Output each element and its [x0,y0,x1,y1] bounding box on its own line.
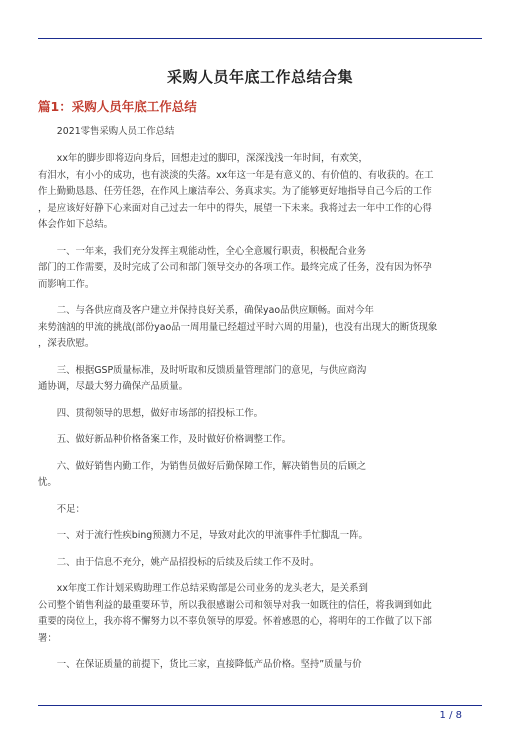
paragraph-line: 三、根据GSP质量标准，及时听取和反馈质量管理部门的意见，与供应商沟 [56,364,367,376]
paragraph-line: xx年度工作计划采购助理工作总结采购部是公司业务的龙头老大，是关系到 [56,583,368,594]
body-paragraph [38,657,482,674]
subtitle-text: 2021零售采购人员工作总结 [56,126,175,137]
paragraph-line: 二、由于信息不充分，姚产品招投标的后续及后续工作不及时。 [56,556,320,568]
body-paragraph [38,363,482,396]
header-rule [38,38,482,39]
paragraph-line: 署： [38,632,57,644]
body-paragraph [38,303,482,353]
paragraph-line: 通协调，尽最大努力确保产品质量。 [38,381,189,392]
paragraph-line: ，深表欣慰。 [38,338,95,349]
paragraph-line: 二、与各供应商及客户建立并保持良好关系，确保yao品供应顺畅。面对今年 [56,305,374,316]
body-paragraph [38,432,482,449]
document-title: 采购人员年底工作总结合集 [166,68,353,86]
body-paragraph [38,528,482,545]
paragraph-line: 不足： [56,503,85,515]
paragraph-line: 一、在保证质量的前提下，货比三家，直接降低产品价格。坚持”质量与价 [56,659,362,670]
body-paragraph [38,459,482,492]
paragraph-line: 一、对于流行性疾bing预测力不足，导致对此次的甲流事件手忙脚乱一阵。 [56,530,368,541]
paragraph-line: 作上勤勤恳恳、任劳任怨，在作风上廉洁奉公、务真求实。为了能够更好地指导自己今后的工作 [38,186,432,197]
paragraph-line: 四、贯彻领导的思想，做好市场部的招投标工作。 [56,407,264,419]
paragraph-line: 部门的工作需要，及时完成了公司和部门领导交办的各项工作。最终完成了任务，没有因为怀孕 [38,262,432,273]
body-paragraph [38,151,482,234]
document-body [38,151,482,684]
body-paragraph [38,555,482,572]
paragraph-line: 而影响工作。 [38,278,95,290]
paragraph-line: 六、做好销售内勤工作，为销售员做好后勤保障工作，解决销售员的后顾之 [56,460,367,472]
body-paragraph [38,406,482,423]
footer-rule [38,705,482,706]
paragraph-line: ，是应该好好静下心来面对自己过去一年中的得失，展望一下未来。我将过去一年中工作的心得 [38,202,432,214]
paragraph-line: 一、一年来，我们充分发挥主观能动性，全心全意履行职责，积极配合业务 [56,245,367,257]
paragraph-line: 五、做好新品种价格备案工作，及时做好价格调整工作。 [56,434,292,445]
paragraph-line: 忧。 [38,477,57,488]
section-heading: 篇1：采购人员年底工作总结 [38,99,197,114]
paragraph-line: 来势汹汹的甲流的挑战(部份yao品一周用量已经超过平时六周的用量)，也没有出现大的断货现象 [38,321,438,333]
paragraph-line: 重要的岗位上，我亦将不懈努力以不辜负领导的厚爱。怀着感恩的心，将明年的工作做了以下部 [38,616,432,627]
body-paragraph [38,502,482,519]
paragraph-line: 公司整个销售利益的最重要环节，所以我很感谢公司和领导对我一如既往的信任，将我调到如此 [38,599,432,611]
paragraph-line: 体会作如下总结。 [38,219,114,230]
paragraph-line: 有泪水，有小小的成功，也有淡淡的失落。xx年这一年是有意义的、有价值的、有收获的。在工 [38,169,434,181]
document-subtitle [38,124,482,141]
page-indicator: 1 / 8 [439,710,462,721]
paragraph-line: xx年的脚步即将迈向身后，回想走过的脚印，深深浅浅一年时间，有欢笑， [56,153,368,164]
body-paragraph [38,244,482,294]
body-paragraph [38,581,482,647]
